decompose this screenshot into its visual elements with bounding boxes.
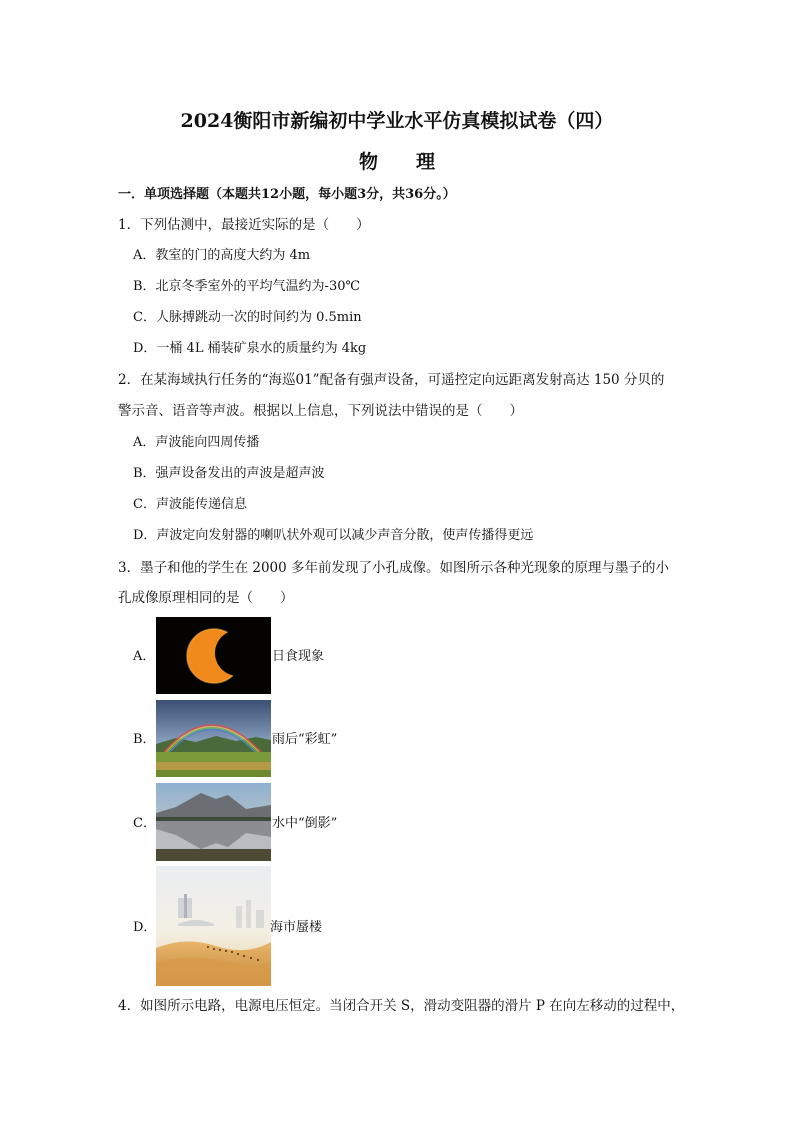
- subject-heading: 物理: [358, 151, 473, 173]
- q3-option-a-text: 日食现象: [272, 649, 325, 664]
- q3-option-c-letter: C．: [133, 816, 156, 831]
- rainbow-photo-icon: [156, 700, 271, 777]
- q3-option-d-text: 海市蜃楼: [270, 920, 323, 935]
- q1-option-a: A．教室的门的高度大约为 4m: [133, 248, 311, 263]
- q1-option-d: D．一桶 4L 桶装矿泉水的质量约为 4kg: [133, 341, 367, 356]
- q3-option-d-letter: D．: [133, 920, 157, 935]
- q3-stem-line2: 孔成像原理相同的是（ ）: [118, 590, 294, 606]
- q2-stem-line1: 2．在某海域执行任务的“海巡01”配备有强声设备，可遥控定向远距离发射高达 150 分贝的: [118, 372, 665, 388]
- q4-stem: 4．如图所示电路，电源电压恒定。当闭合开关 S，滑动变阻器的滑片 P 在向左移动的过程中，: [118, 998, 685, 1014]
- q3-option-b-text: 雨后“彩虹”: [272, 732, 338, 747]
- q2-option-c: C．声波能传递信息: [133, 497, 247, 512]
- q2-option-a: A．声波能向四周传播: [133, 435, 260, 450]
- q1-option-b: B．北京冬季室外的平均气温约为-30℃: [133, 279, 361, 294]
- q3-stem-line1: 3．墨子和他的学生在 2000 多年前发现了小孔成像。如图所示各种光现象的原理与墨子的小: [118, 560, 670, 576]
- q3-option-b-letter: B．: [133, 732, 156, 747]
- q2-stem-line2: 警示音、语音等声波。根据以上信息，下列说法中错误的是（ ）: [118, 403, 523, 419]
- q1-stem: 1．下列估测中，最接近实际的是（ ）: [118, 217, 370, 233]
- page-title: 2024衡阳市新编初中学业水平仿真模拟试卷（四）: [180, 110, 614, 132]
- lake-reflection-photo-icon: [156, 783, 271, 861]
- q2-option-b: B．强声设备发出的声波是超声波: [133, 466, 325, 481]
- q2-option-d: D．声波定向发射器的喇叭状外观可以减少声音分散，使声传播得更远: [133, 528, 534, 543]
- q1-option-c: C．人脉搏跳动一次的时间约为 0.5min: [133, 310, 362, 325]
- q3-option-c-text: 水中“倒影”: [272, 816, 338, 831]
- mirage-photo-icon: [156, 866, 271, 986]
- q3-option-a-letter: A．: [133, 649, 156, 664]
- section-heading: 一．单项选择题（本题共12小题，每小题3分，共36分。）: [118, 187, 456, 202]
- solar-eclipse-photo-icon: [156, 617, 271, 694]
